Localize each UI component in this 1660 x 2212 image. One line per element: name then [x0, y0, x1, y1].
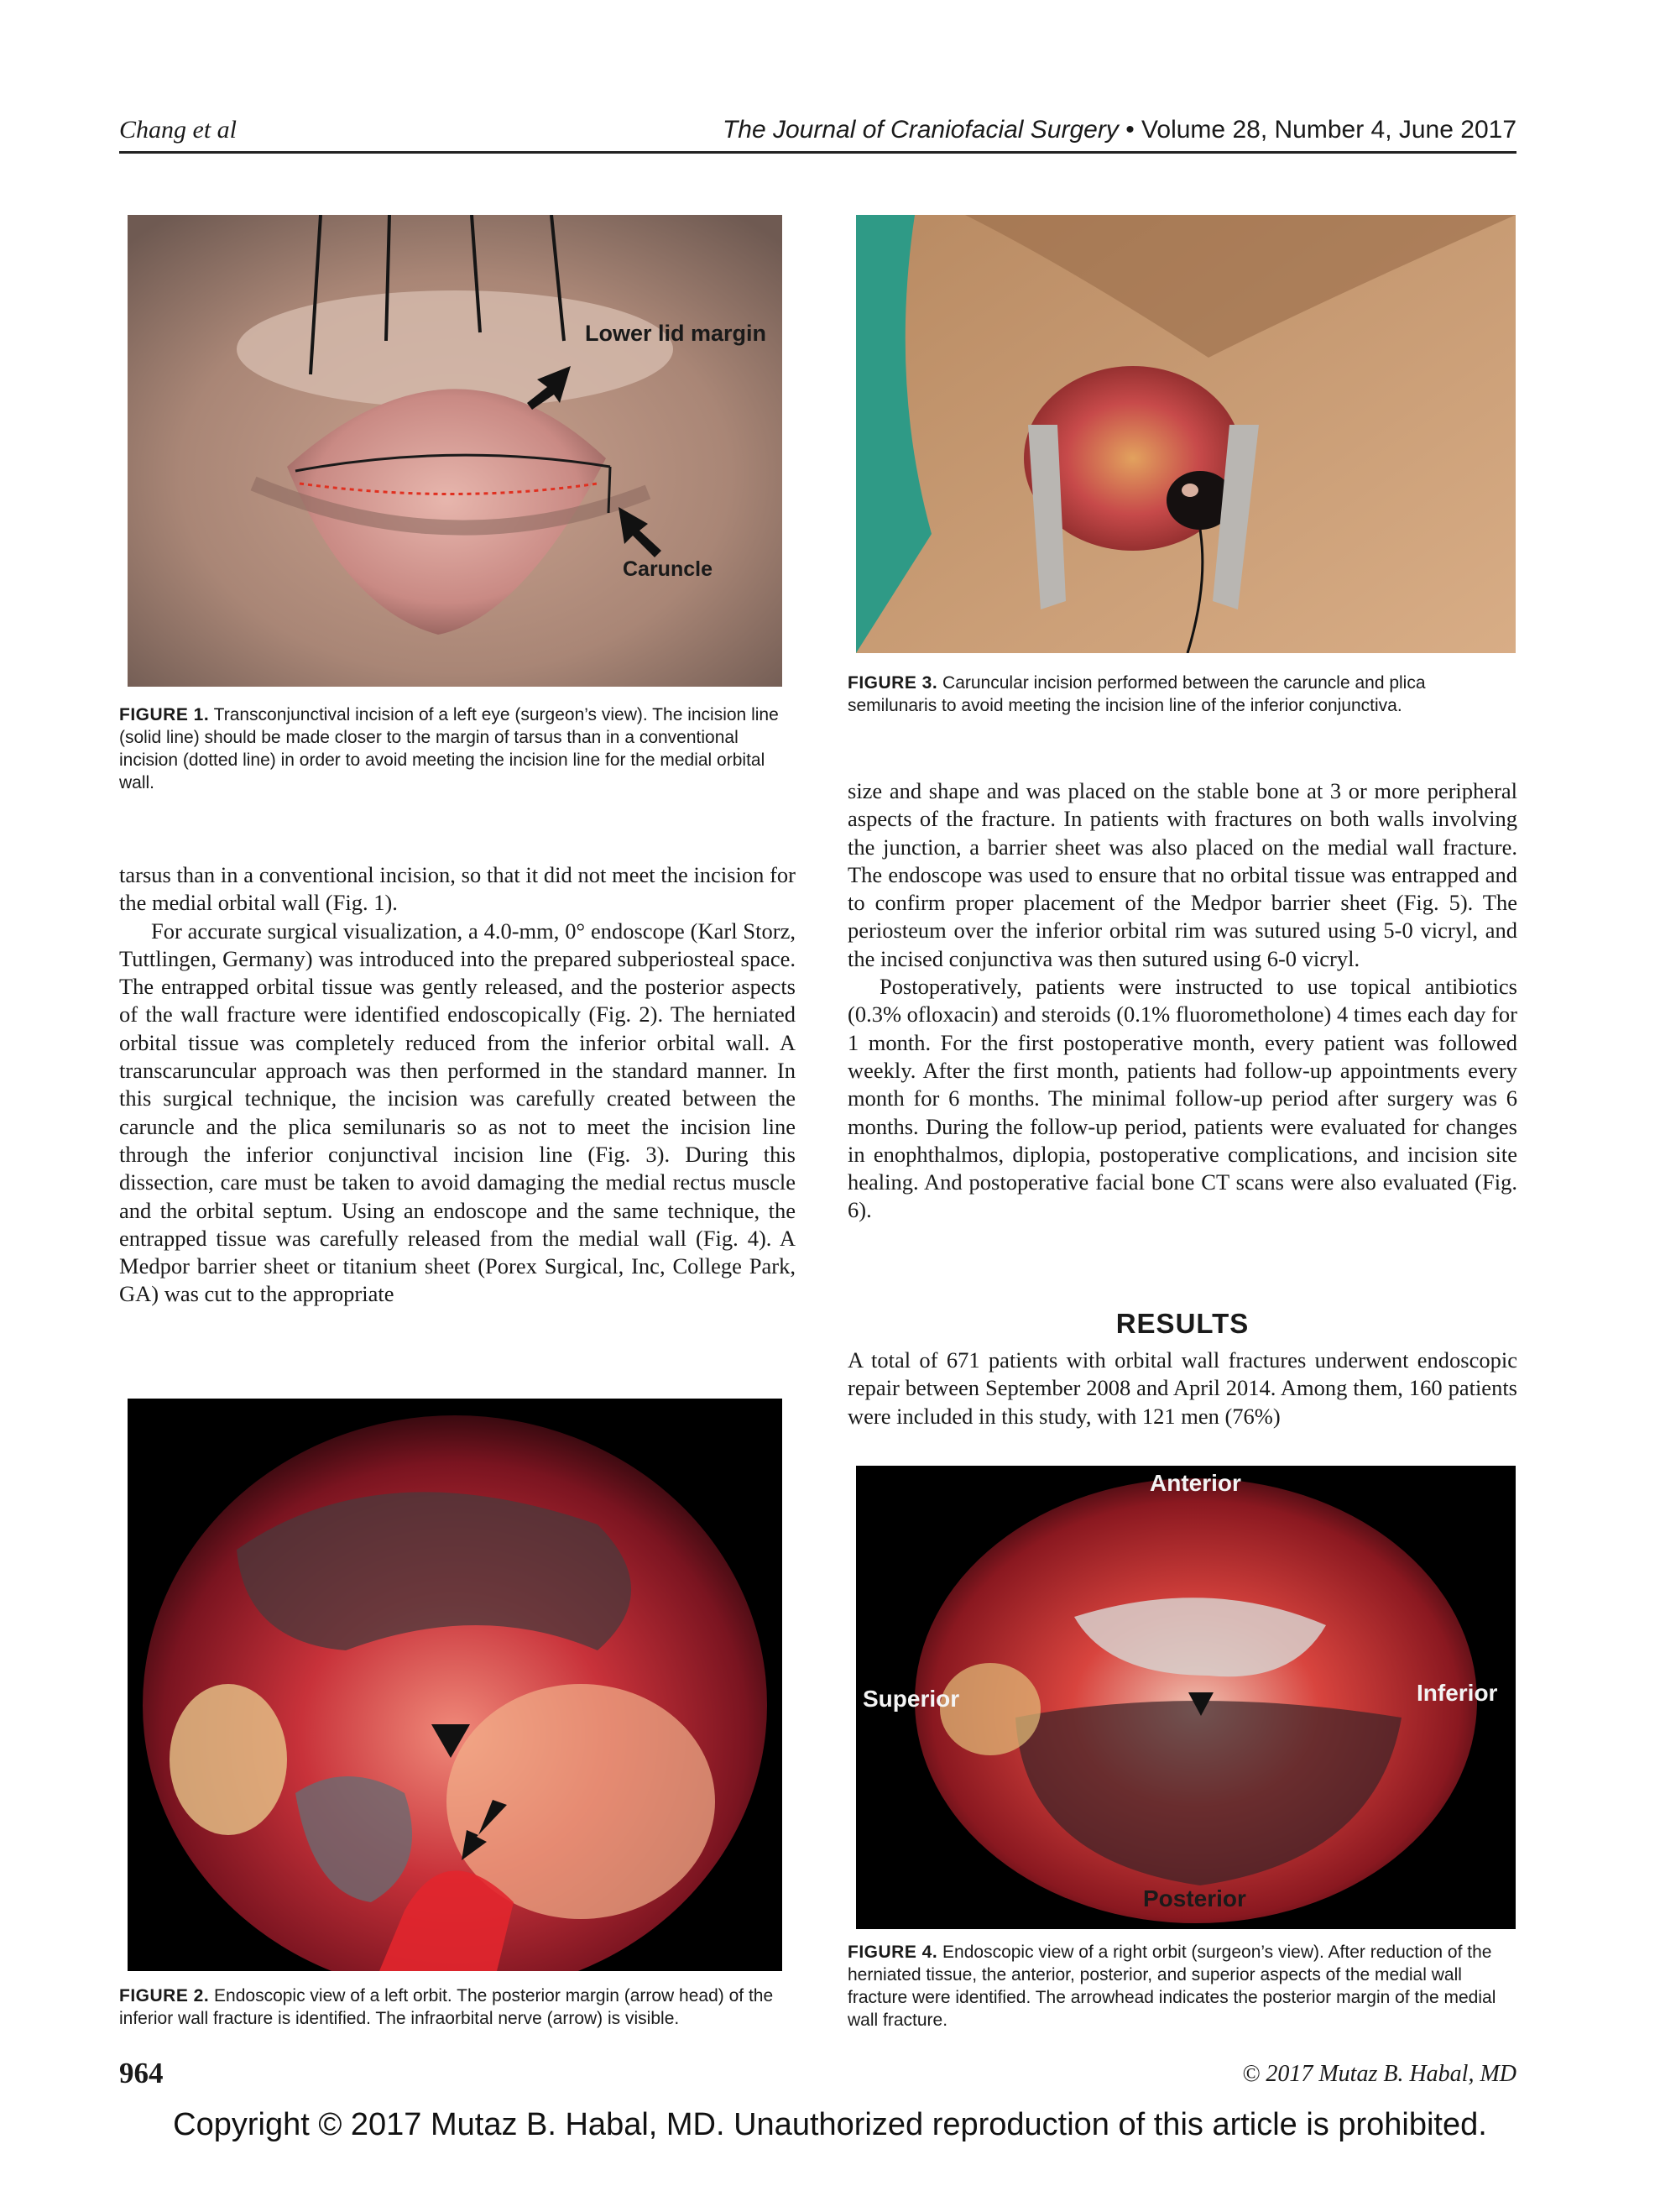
left-column-text: [119, 861, 796, 1309]
figure-3-caption: [848, 672, 1517, 717]
label-superior: Superior: [863, 1686, 960, 1712]
label-caruncle: Caruncle: [623, 557, 713, 581]
figure-2-image: [128, 1399, 782, 1971]
label-posterior: Posterior: [1143, 1885, 1246, 1911]
journal-title: The Journal of Craniofacial Surgery: [722, 116, 1119, 144]
label-inferior: Inferior: [1417, 1680, 1498, 1706]
running-head-authors: Chang et al: [119, 116, 237, 144]
figure-1-caption: [119, 703, 791, 794]
figure-1-caption-text: Transconjunctival incision of a left eye (surgeon’s view). The incision line (solid line) should be made closer to the margin of tarsus than in a conventional incision (dotted line) in order to avoid meeting the incision line for the medial orbital wall.: [119, 705, 779, 792]
paragraph: For accurate surgical visualization, a 4.0-mm, 0° endoscope (Karl Storz, Tuttlingen, Germany) was introduced into the prepared subperiosteal space. The entrapped orbital tissue was gently released, and the posterior aspects of the wall fracture were identified endoscopically (Fig. 2). The herniated orbital tissue was completely reduced from the inferior orbital wall. A transcaruncular approach was then performed in the standard manner. In this surgical technique, the incision was carefully created between the caruncle and the plica semilunaris so as not to meet the incision line through the inferior conjunctival incision line (Fig. 3). During this dissection, care must be taken to avoid damaging the medial rectus muscle and the orbital septum. Using an endoscope and the same technique, the entrapped tissue was carefully released from the medial wall (Fig. 4). A Medpor barrier sheet or titanium sheet (Porex Surgical, Inc, College Park, GA) was cut to the appropriate: [119, 918, 796, 1307]
figure-3-image: [856, 215, 1516, 653]
figure-4-caption-text: Endoscopic view of a right orbit (surgeon’s view). After reduction of the herniated tissue, the anterior, posterior, and superior aspects of the medial wall fracture were identified. The arrowhead indicates the posterior margin of the medial wall fracture.: [848, 1943, 1496, 2030]
figure-4-caption: [848, 1941, 1517, 2032]
results-paragraph: A total of 671 patients with orbital wall fractures underwent endoscopic repair between September 2008 and April 2014. Among them, 160 patients were included in this study, with 121 men (76%): [848, 1347, 1517, 1429]
paragraph: size and shape and was placed on the stable bone at 3 or more peripheral aspects of the fracture. In patients with fractures on both walls involving the junction, a barrier sheet was also placed on the medial wall fracture. The endoscope was used to ensure that no orbital tissue was entrapped and to confirm proper placement of the Medpor barrier sheet (Fig. 5). The periosteum over the inferior orbital rim was sutured using 5-0 vicryl, and the incised conjunctiva was then sutured using 6-0 vicryl.: [848, 778, 1517, 971]
figure-2-caption-label: FIGURE 2.: [119, 1986, 210, 2005]
copyright-notice: Copyright © 2017 Mutaz B. Habal, MD. Unauthorized reproduction of this article is prohibited.: [173, 2107, 1487, 2142]
paragraph: Postoperatively, patients were instructed to use topical antibiotics (0.3% ofloxacin) and steroids (0.1% fluorometholone) 4 times each day for 1 month. For the first postoperative month, every patient was followed weekly. After the first month, patients had follow-up appointments every month for 6 months. The minimal follow-up period after surgery was 6 months. During the follow-up period, patients were evaluated for changes in enophthalmos, diplopia, postoperative complications, and incision site healing. And postoperative facial bone CT scans were also evaluated (Fig. 6).: [848, 974, 1517, 1223]
figure-3-caption-text: Caruncular incision performed between the caruncle and plica semilunaris to avoid meeting the incision line of the inferior conjunctiva.: [848, 673, 1426, 715]
paragraph: tarsus than in a conventional incision, so that it did not meet the incision for the medial orbital wall (Fig. 1).: [119, 862, 796, 916]
figure-1-caption-label: FIGURE 1.: [119, 705, 210, 724]
figure-2-caption: [119, 1985, 796, 2030]
header-rule: [119, 151, 1516, 154]
right-column-text: [848, 777, 1517, 1225]
label-anterior: Anterior: [1150, 1470, 1241, 1496]
figure-2-caption-text: Endoscopic view of a left orbit. The posterior margin (arrow head) of the inferior wall fracture is identified. The infraorbital nerve (arrow) is visible.: [119, 1986, 774, 2028]
footer-copyright: © 2017 Mutaz B. Habal, MD: [1242, 2061, 1516, 2087]
page-number: 964: [119, 2057, 164, 2089]
figure-4-image: [856, 1466, 1516, 1929]
running-head-journal: [723, 116, 1516, 144]
header-separator: •: [1125, 116, 1135, 144]
figure-4-caption-label: FIGURE 4.: [848, 1943, 938, 1962]
results-heading: RESULTS: [1115, 1308, 1250, 1339]
figure-3-caption-label: FIGURE 3.: [848, 673, 938, 693]
figure-1-image: [128, 215, 782, 687]
label-lower-lid-margin: Lower lid margin: [585, 321, 767, 346]
journal-volume-issue: Volume 28, Number 4, June 2017: [1141, 116, 1516, 144]
